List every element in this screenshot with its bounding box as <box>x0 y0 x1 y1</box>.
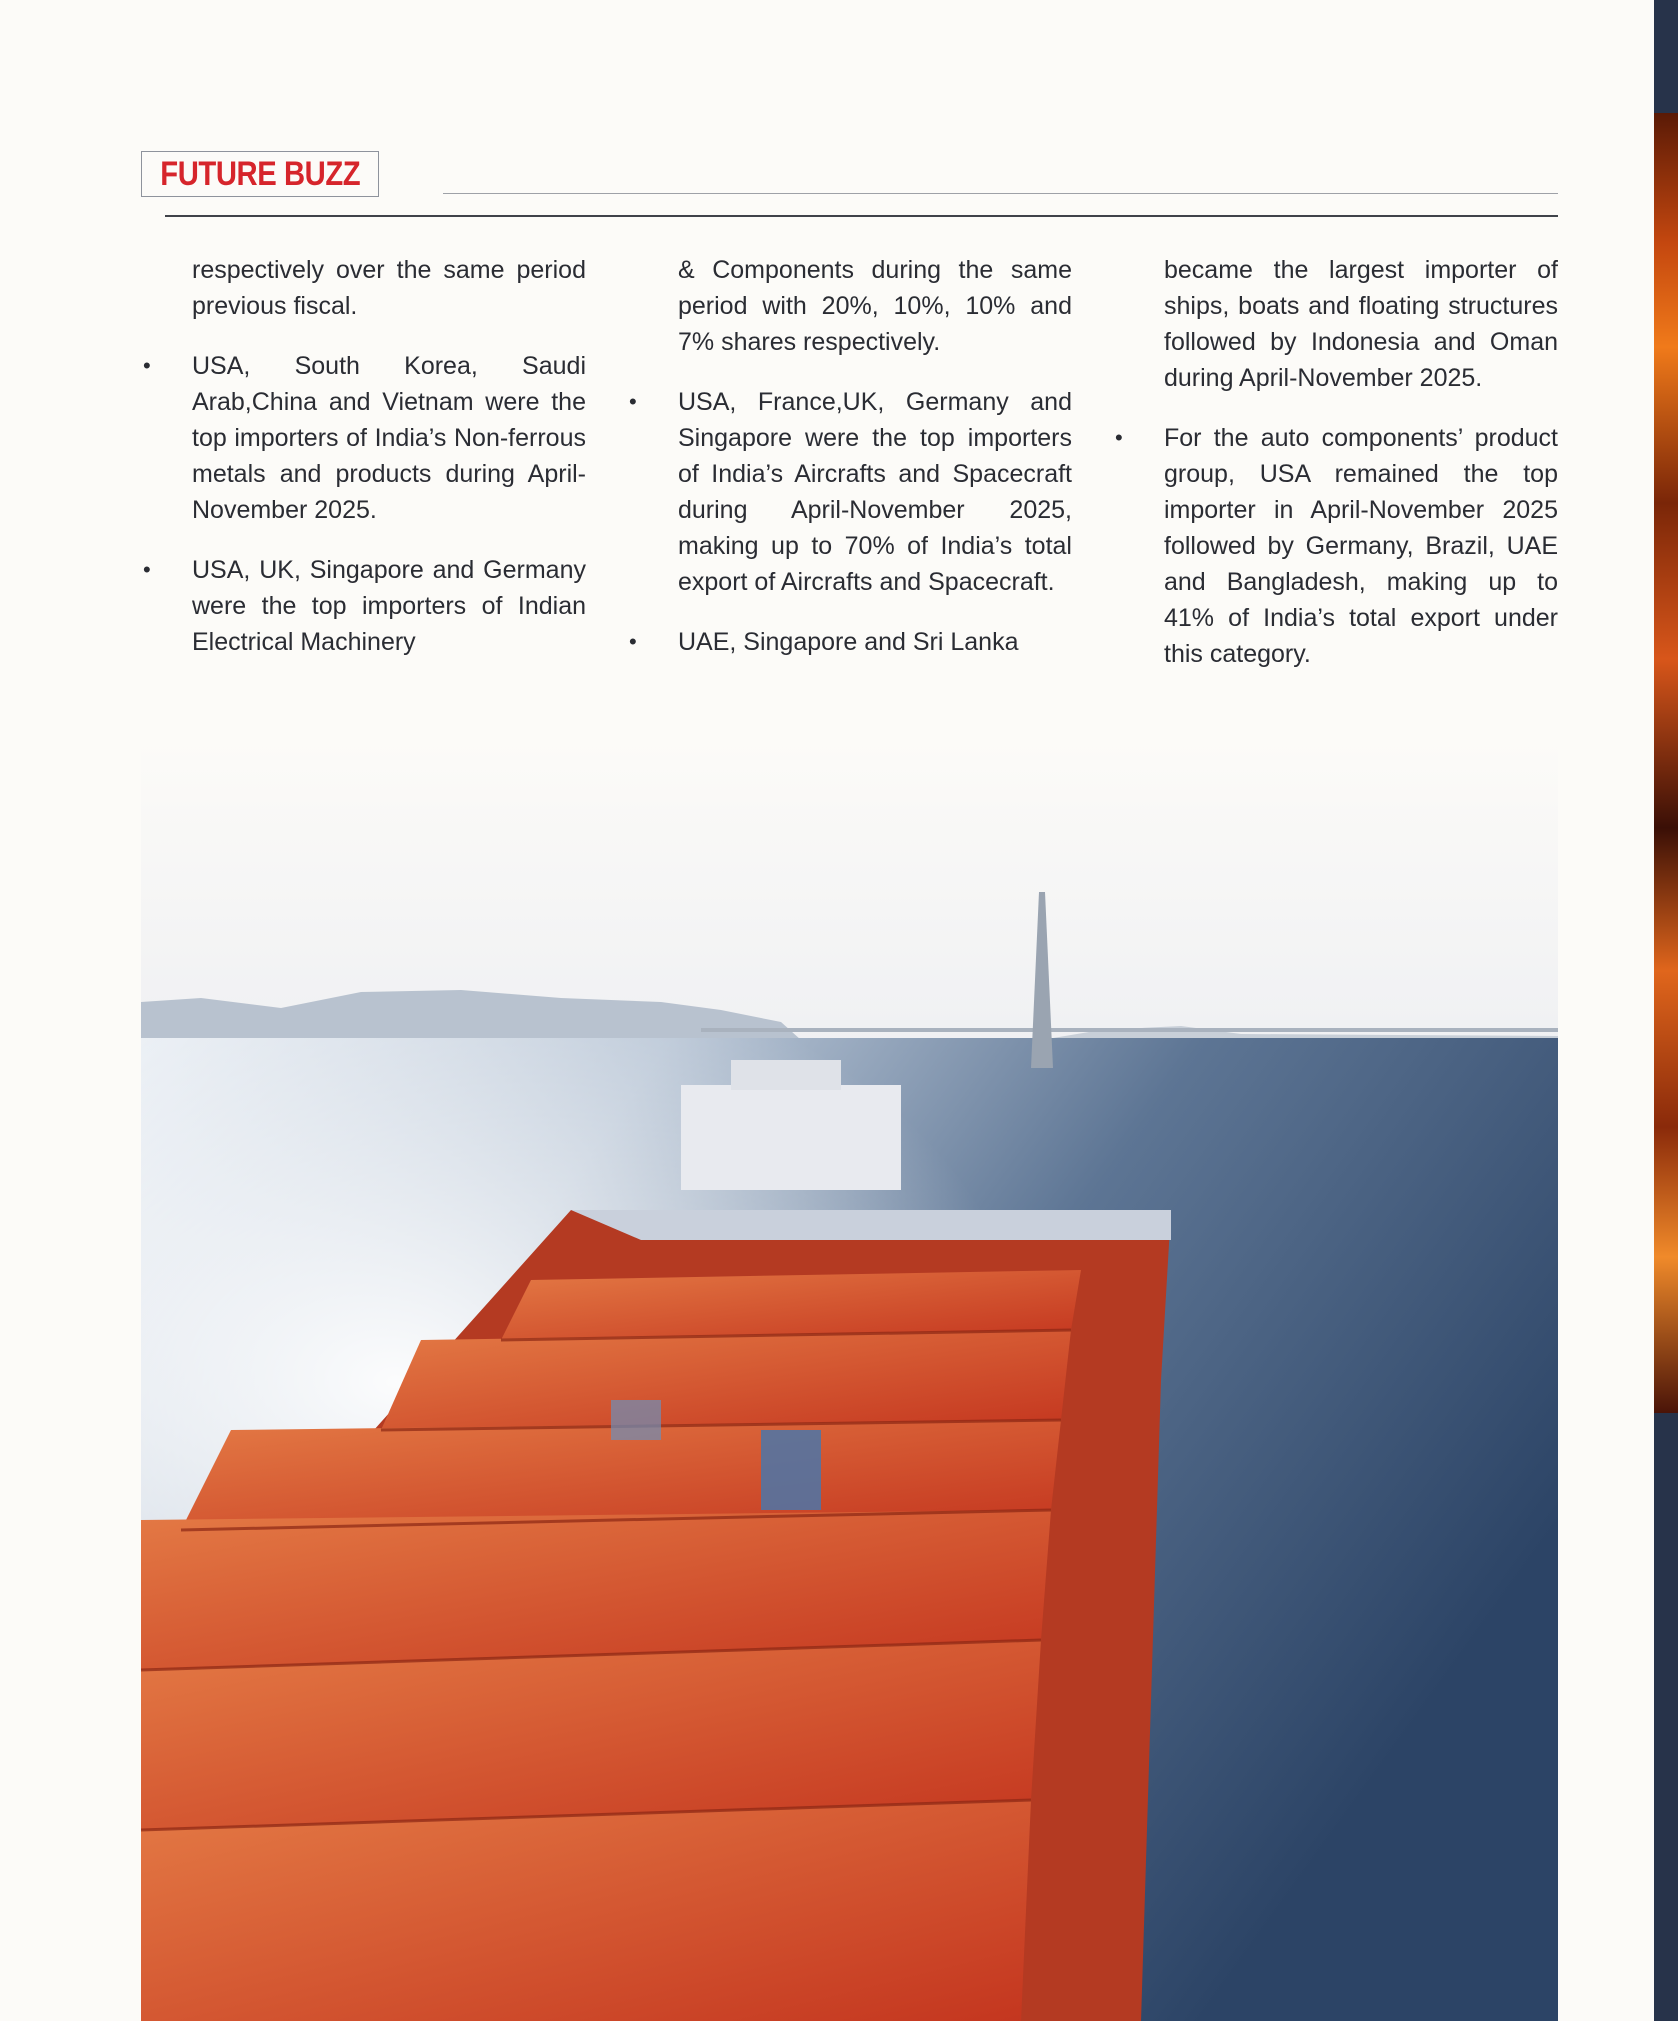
header-rule <box>165 215 1558 217</box>
bullet-paragraph: • USA, France,UK, Germany and Singapore were the top importers of India’s Aircrafts and Spacecraft during April-November 2025, making up to 70% of India’s total export of Aircrafts and Spacecraft. <box>678 384 1072 600</box>
paragraph: respectively over the same period previous fiscal. <box>192 256 586 320</box>
spine-photo-strip <box>1654 113 1678 1413</box>
container-ship-photo <box>141 740 1558 2021</box>
bullet-paragraph: • UAE, Singapore and Sri Lanka <box>678 624 1072 660</box>
text-column-2 <box>678 252 1072 684</box>
bullet-paragraph: • For the auto components’ product group, USA remained the top importer in April-November 2025 followed by Germany, Brazil, UAE and Bangladesh, making up to 41% of India’s total export under this category. <box>1164 420 1558 672</box>
section-tag <box>141 151 379 197</box>
text-column-1 <box>192 252 586 684</box>
text-column-3 <box>1164 252 1558 696</box>
bullet-paragraph: • USA, UK, Singapore and Germany were the top importers of Indian Electrical Machinery <box>192 552 586 660</box>
header-rule-thin <box>443 193 1558 194</box>
paragraph: became the largest importer of ships, boats and floating structures followed by Indonesia and Oman during April-November 2025. <box>1164 256 1558 392</box>
section-label: FUTURE BUZZ <box>160 154 360 193</box>
bullet-paragraph: • USA, South Korea, Saudi Arab,China and Vietnam were the top importers of India’s Non-ferrous metals and products during April-November 2025. <box>192 348 586 528</box>
paragraph: & Components during the same period with 20%, 10%, 10% and 7% shares respectively. <box>678 256 1072 356</box>
